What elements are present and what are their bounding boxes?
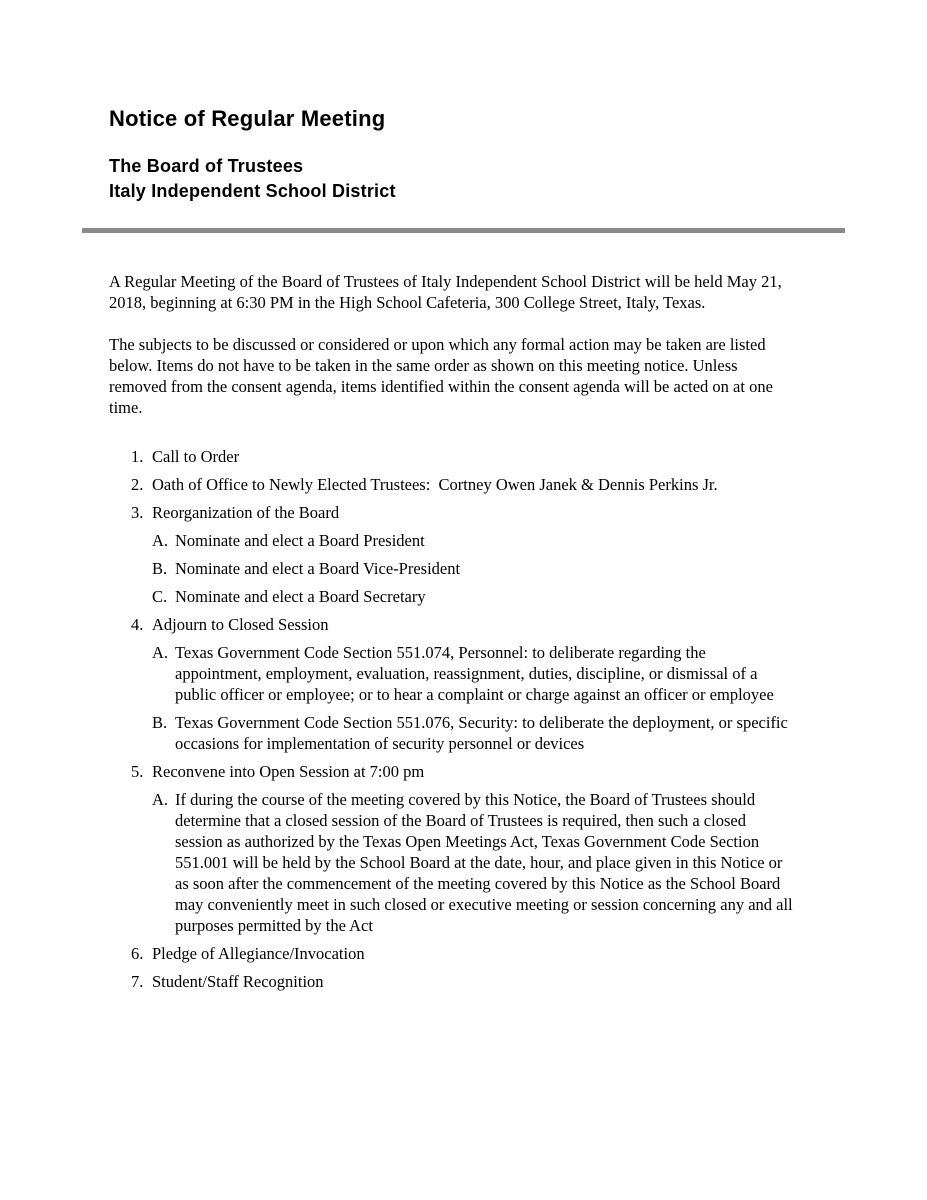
agenda-row [109, 446, 795, 467]
agenda-item-number: 6. [131, 944, 144, 963]
agenda-row [109, 614, 795, 635]
agenda-subrow [109, 586, 795, 607]
agenda-item-number: 2. [131, 475, 144, 494]
page-title: Notice of Regular Meeting [109, 106, 386, 131]
agenda-subitem-text: Texas Government Code Section 551.074, Personnel: to deliberate regarding the appointment, employment, evaluation, reassignment, duties, discipline, or dismissal of a public officer or employee; or to hear a complaint or charge against an officer or employee [175, 643, 774, 704]
agenda-item-text: Student/Staff Recognition [152, 972, 324, 991]
agenda-item-text: Call to Order [152, 447, 240, 466]
agenda-subitem-text: Nominate and elect a Board Secretary [175, 587, 426, 606]
agenda-item-number: 7. [131, 972, 144, 991]
agenda-subrow [109, 642, 795, 705]
agenda-subitem-text: Nominate and elect a Board President [175, 531, 425, 550]
agenda-subitem-letter: A. [152, 790, 169, 809]
agenda-subrow [109, 558, 795, 579]
agenda-row [109, 971, 795, 992]
agenda-row [109, 474, 795, 495]
agenda-subitem-letter: A. [152, 643, 169, 662]
agenda-item-number: 1. [131, 447, 144, 466]
subtitle-board: The Board of Trustees [109, 156, 304, 176]
agenda-subrow [109, 530, 795, 551]
intro-paragraph-meeting: A Regular Meeting of the Board of Trustees of Italy Independent School District will be held May 21, 2018, beginning at 6:30 PM in the High School Cafeteria, 300 College Street, Italy, Texas. [109, 272, 782, 312]
agenda-subitem-text: If during the course of the meeting covered by this Notice, the Board of Trustees should determine that a closed session of the Board of Trustees is required, then such a closed session as authorized by the Texas Open Meetings Act, Texas Government Code Section 551.001 will be held by the School Board at the date, hour, and place given in this Notice or as soon after the commencement of the meeting covered by this Notice as the School Board may conveniently meet in such closed or executive meeting or session concerning any and all purposes permitted by the Act [175, 790, 793, 935]
agenda-subitem-text: Nominate and elect a Board Vice-President [175, 559, 461, 578]
subtitle-district: Italy Independent School District [109, 181, 396, 201]
agenda-item-number: 3. [131, 503, 144, 522]
agenda-item-5 [109, 761, 795, 936]
agenda-subitem-letter: A. [152, 531, 169, 550]
agenda-row [109, 502, 795, 523]
agenda-item-text: Adjourn to Closed Session [152, 615, 329, 634]
agenda-subrow [109, 789, 795, 936]
agenda-item-number: 5. [131, 762, 144, 781]
agenda-row [109, 943, 795, 964]
agenda-item-3 [109, 502, 795, 607]
agenda-item-text: Pledge of Allegiance/Invocation [152, 944, 365, 963]
agenda-item-number: 4. [131, 615, 144, 634]
agenda-list [109, 446, 795, 992]
agenda-item-1 [109, 446, 795, 467]
agenda-item-text: Oath of Office to Newly Elected Trustees: Cortney Owen Janek & Dennis Perkins Jr. [152, 475, 718, 494]
agenda-subitem-letter: C. [152, 587, 168, 606]
agenda-row [109, 761, 795, 782]
agenda-item-2 [109, 474, 795, 495]
agenda-subitem-letter: B. [152, 713, 168, 732]
agenda-subitem-text: Texas Government Code Section 551.076, Security: to deliberate the deployment, or specific occasions for implementation of security personnel or devices [175, 713, 788, 753]
agenda-item-text: Reconvene into Open Session at 7:00 pm [152, 762, 425, 781]
agenda-subitem-letter: B. [152, 559, 168, 578]
document-content [109, 0, 795, 992]
agenda-item-6 [109, 943, 795, 964]
agenda-subrow [109, 712, 795, 754]
agenda-item-4 [109, 614, 795, 754]
agenda-item-text: Reorganization of the Board [152, 503, 340, 522]
divider-rule [82, 228, 845, 233]
intro-paragraph-subjects: The subjects to be discussed or considered or upon which any formal action may be taken are listed below. Items do not have to be taken in the same order as shown on this meeting notice. Unless removed from the consent agenda, items identified within the consent agenda will be acted on at one time. [109, 335, 773, 417]
agenda-item-7 [109, 971, 795, 992]
